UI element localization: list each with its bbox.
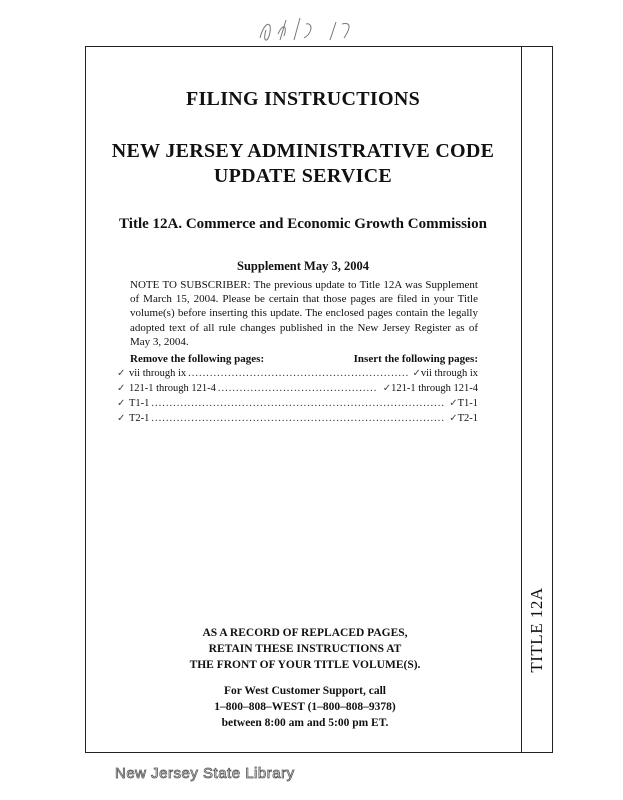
customer-support	[150, 683, 460, 731]
dot-leader	[151, 413, 444, 424]
pages-header	[130, 353, 478, 365]
subscriber-note: NOTE TO SUBSCRIBER: The previous update to Title 12A was Supplement of March 15, 2004. Please be certain that those pages are filed in your Title volume(s) before inserting this update. The enclosed pages contain the legally adopted text of all rule changes published in the New Jersey Register as of May 3, 2004.	[130, 279, 478, 348]
support-hours: between 8:00 am and 5:00 pm ET.	[221, 717, 389, 729]
dot-leader	[151, 398, 444, 409]
heading-update-service: UPDATE SERVICE	[213, 165, 393, 187]
handwritten-note	[250, 12, 380, 44]
checkmark-icon: ✓	[117, 398, 126, 409]
remove-page: T1-1	[129, 398, 150, 409]
checkmark-icon: ✓	[117, 368, 126, 379]
pages-list	[117, 368, 478, 428]
checkmark-icon: ✓	[449, 398, 458, 409]
support-line: For West Customer Support, call	[224, 685, 386, 697]
record-instructions	[150, 625, 460, 673]
heading-code-name: NEW JERSEY ADMINISTRATIVE CODE	[111, 140, 495, 162]
heading-filing-instructions: FILING INSTRUCTIONS	[185, 88, 421, 110]
checkmark-icon: ✓	[449, 413, 458, 424]
record-line: THE FRONT OF YOUR TITLE VOLUME(S).	[189, 659, 421, 671]
table-row	[117, 383, 478, 398]
table-row	[117, 398, 478, 413]
insert-page: vii through ix	[420, 368, 478, 379]
remove-header: Remove the following pages:	[130, 353, 265, 365]
checkmark-icon: ✓	[117, 413, 126, 424]
table-row	[117, 413, 478, 428]
checkmark-icon: ✓	[382, 383, 392, 394]
side-tab-label: TITLE 12A	[527, 587, 546, 673]
record-line: RETAIN THESE INSTRUCTIONS AT	[208, 643, 402, 655]
record-line: AS A RECORD OF REPLACED PAGES,	[202, 627, 408, 639]
insert-header: Insert the following pages:	[353, 353, 478, 365]
dot-leader	[188, 368, 408, 379]
dot-leader	[218, 383, 378, 394]
library-stamp: New Jersey State Library	[115, 765, 295, 782]
insert-page: T1-1	[457, 398, 478, 409]
document-title: Title 12A. Commerce and Economic Growth Commission	[119, 216, 487, 232]
supplement-date: Supplement May 3, 2004	[237, 259, 369, 273]
insert-page: T2-1	[457, 413, 478, 424]
remove-page: T2-1	[129, 413, 150, 424]
remove-page: 121-1 through 121-4	[129, 383, 216, 394]
side-tab	[522, 530, 552, 730]
checkmark-icon: ✓	[412, 368, 421, 379]
checkmark-icon: ✓	[117, 383, 126, 394]
insert-page: 121-1 through 121-4	[391, 383, 478, 394]
table-row	[117, 368, 478, 383]
support-phone: 1–800–808–WEST (1–800–808–9378)	[214, 701, 396, 713]
remove-page: vii through ix	[129, 368, 187, 379]
